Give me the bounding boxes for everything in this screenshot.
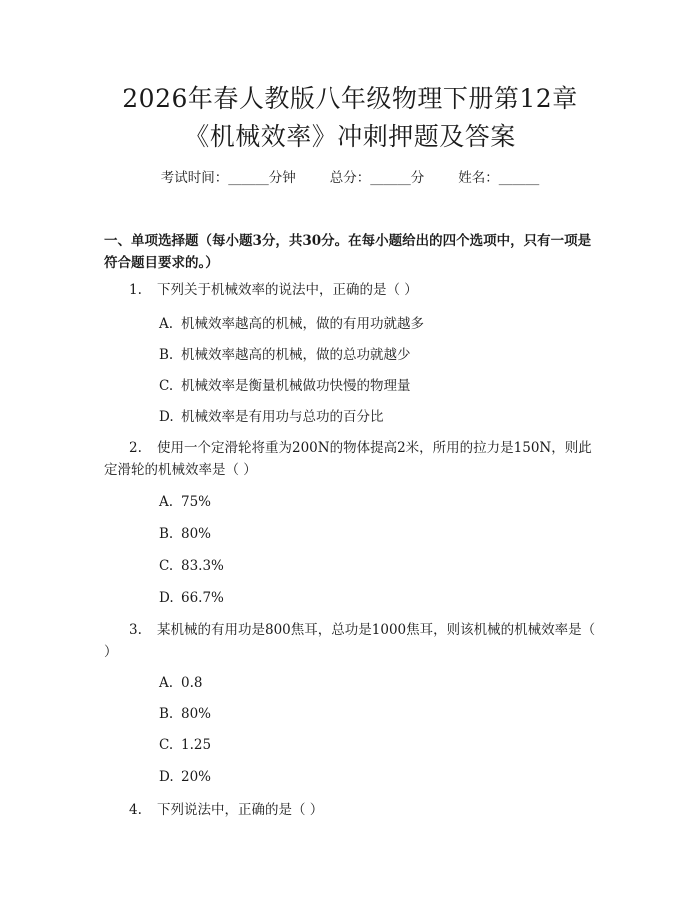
- option-label: A.: [159, 316, 174, 332]
- option-text: 机械效率是有用功与总功的百分比: [181, 409, 384, 425]
- question-3: [104, 619, 600, 663]
- option-text: 83.3%: [181, 558, 224, 574]
- option-text: 机械效率是衡量机械做功快慢的物理量: [181, 378, 411, 394]
- question-2-option-d: [159, 588, 224, 608]
- option-label: D.: [159, 409, 174, 425]
- question-2-option-a: [159, 492, 211, 512]
- question-3-option-c: [159, 735, 211, 755]
- option-label: C.: [159, 558, 174, 574]
- document-title-line-2: 《机械效率》冲刺押题及答案: [184, 122, 516, 151]
- document-title-line-1: 2026年春人教版八年级物理下册第12章: [122, 84, 578, 113]
- question-4: [104, 799, 600, 821]
- option-label: C.: [159, 737, 174, 753]
- question-text: 使用一个定滑轮将重为200N的物体提高2米，所用的拉力是150N，则此定滑轮的机械效率是（ ）: [104, 440, 592, 478]
- question-3-option-a: [159, 673, 202, 693]
- option-text: 机械效率越高的机械，做的有用功就越多: [181, 316, 424, 332]
- question-number: 2.: [129, 440, 142, 456]
- question-3-option-b: [159, 704, 211, 724]
- option-label: B.: [159, 347, 174, 363]
- question-text: 下列说法中，正确的是（ ）: [157, 802, 324, 818]
- option-label: D.: [159, 769, 174, 785]
- question-2-option-c: [159, 556, 224, 576]
- question-3-option-d: [159, 767, 211, 787]
- total-score-field: 总分：______分: [329, 170, 425, 186]
- question-1-option-b: [159, 345, 411, 365]
- option-text: 66.7%: [181, 590, 224, 606]
- name-field: 姓名：______: [458, 170, 540, 186]
- option-text: 80%: [181, 526, 212, 542]
- question-number: 3.: [129, 622, 142, 638]
- option-label: B.: [159, 706, 174, 722]
- option-text: 20%: [181, 769, 212, 785]
- question-1-option-c: [159, 376, 411, 396]
- option-label: A.: [159, 675, 174, 691]
- question-number: 4.: [129, 802, 142, 818]
- exam-info-line: [0, 168, 700, 188]
- question-text: 下列关于机械效率的说法中，正确的是（ ）: [157, 282, 418, 298]
- option-label: D.: [159, 590, 174, 606]
- option-label: A.: [159, 494, 174, 510]
- question-1-option-a: [159, 314, 424, 334]
- section-heading: 一、单项选择题（每小题3分，共30分。在每小题给出的四个选项中，只有一项是符合题目要求的。）: [104, 233, 592, 271]
- question-text: 某机械的有用功是800焦耳，总功是1000焦耳，则该机械的机械效率是（ ）: [104, 622, 596, 660]
- question-1-option-d: [159, 407, 384, 427]
- option-text: 0.8: [181, 675, 203, 691]
- exam-time-field: 考试时间：______分钟: [160, 170, 296, 186]
- option-text: 75%: [181, 494, 212, 510]
- option-text: 1.25: [181, 737, 212, 753]
- question-1: [104, 279, 600, 301]
- question-number: 1.: [129, 282, 142, 298]
- option-text: 机械效率越高的机械，做的总功就越少: [181, 347, 411, 363]
- option-label: B.: [159, 526, 174, 542]
- question-2-option-b: [159, 524, 211, 544]
- option-text: 80%: [181, 706, 212, 722]
- question-2: [104, 437, 600, 481]
- option-label: C.: [159, 378, 174, 394]
